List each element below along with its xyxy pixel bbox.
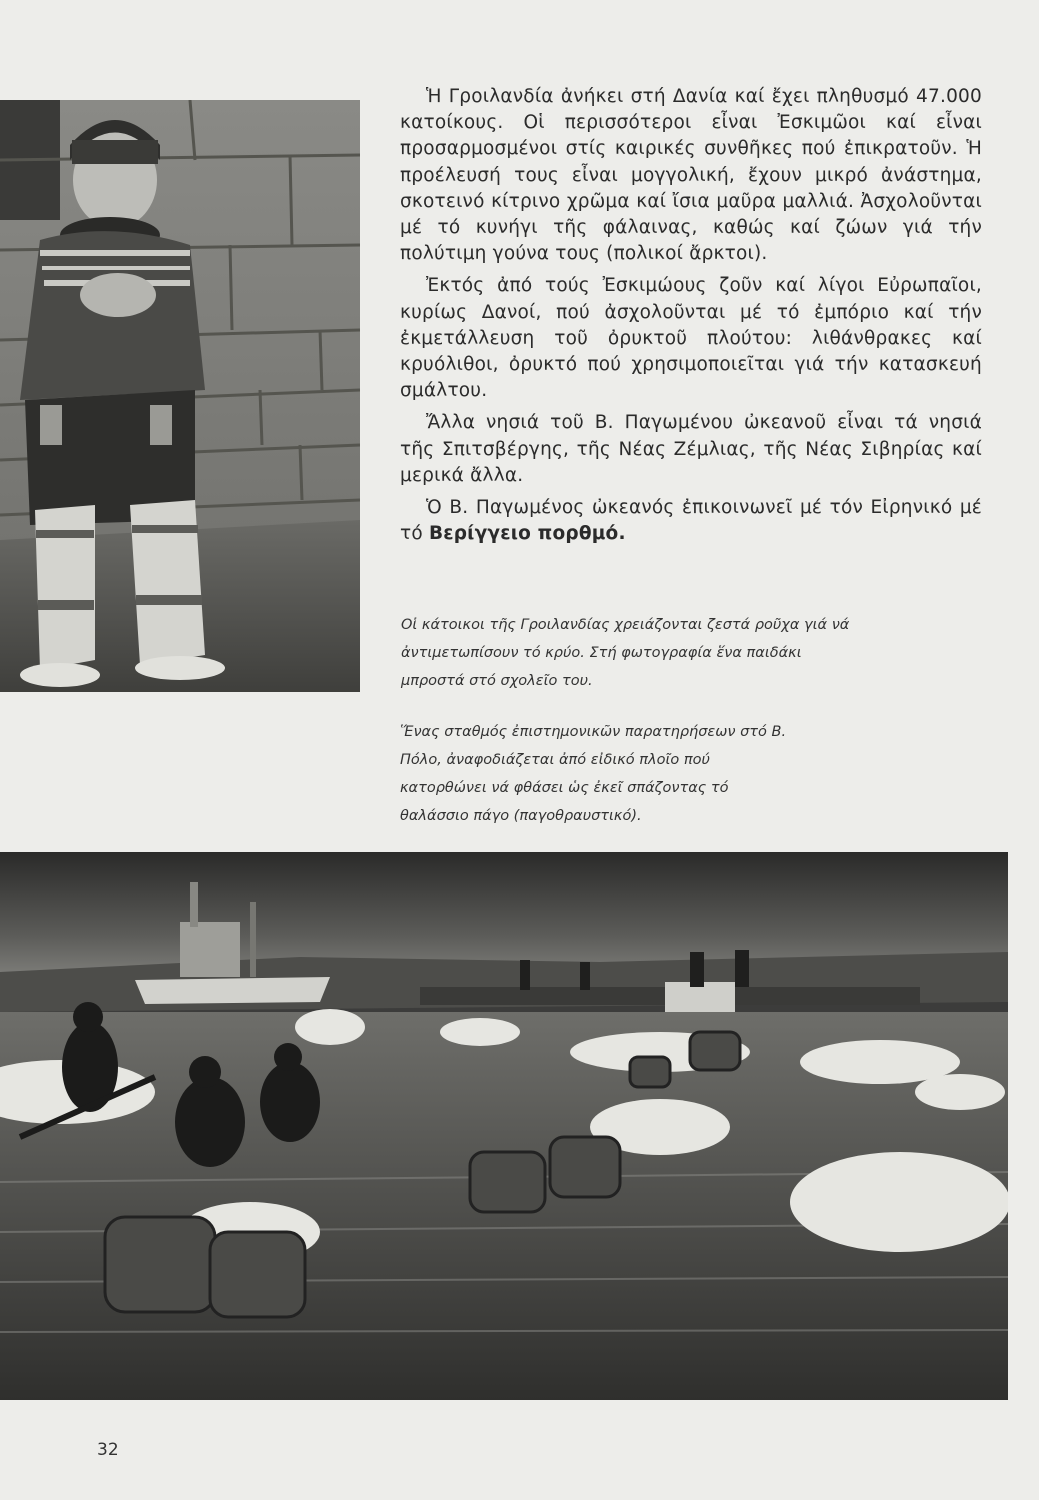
paragraph-other-islands: Ἄλλα νησιά τοῦ Β. Παγωμένου ὠκεανοῦ εἶναι τά νησιά τῆς Σπιτσβέργης, τῆς Νέας Ζέμλιας, τῆς Νέας Σιβηρίας καί μερικά ἄλλα.	[400, 412, 982, 486]
photo-icebreaker-harbor	[0, 852, 1008, 1400]
page-number: 32	[97, 1440, 119, 1460]
photo-child-greenland	[0, 100, 360, 692]
caption-station-photo: Ἕνας σταθμός ἐπιστημονικῶν παρατηρήσεων στό Β. Πόλο, ἀναφοδιάζεται ἀπό εἰδικό πλοῖο πού κατορθώνει νά φθάσει ὡς ἐκεῖ σπάζοντας τό θαλάσσιο πάγο (παγοθραυστικό).	[400, 724, 787, 824]
paragraph-europeans: Ἐκτός ἀπό τούς Ἐσκιμώους ζοῦν καί λίγοι Εὐρωπαῖοι, κυρίως Δανοί, πού ἀσχολοῦνται μέ τό ἐμπόριο καί τήν ἐκμετάλλευση τοῦ ὀρυκτοῦ πλούτου: λιθάνθρακες καί κρυόλιθοι, ὀρυκτό πού χρησιμοποιεῖται γιά τήν κατασκευή σμάλτου.	[400, 275, 982, 402]
paragraph-greenland-population: Ἡ Γροιλανδία ἀνήκει στή Δανία καί ἔχει πληθυσμό 47.000 κατοίκους. Οἱ περισσότεροι εἶναι Ἐσκιμῶοι καί εἶναι προσαρμοσμένοι στίς καιρικές συνθῆκες πού ἐπικρατοῦν. Ἡ προέλευσή τους εἶναι μογγολική, ἔχουν μικρό ἀνάστημα, σκοτεινό κίτρινο χρῶμα καί ἴσια μαῦρα μαλλιά. Ἀσχολοῦνται μέ τό κυνήγι τῆς φάλαινας, καθώς καί ζώων γιά τήν πολύτιμη γούνα τους (πολικοί ἄρκτοι).	[400, 86, 982, 265]
paragraph-bering-strait-text: Ὁ Β. Παγωμένος ὠκεανός ἐπικοινωνεῖ μέ τόν Εἰρηνικό μέ τό	[400, 497, 982, 545]
bering-strait-term: Βερίγγειο πορθμό.	[428, 523, 626, 545]
body-text	[400, 84, 982, 553]
caption-child-photo: Οἱ κάτοικοι τῆς Γροιλανδίας χρειάζονται ζεστά ροῦχα γιά νά ἀντιμετωπίσουν τό κρύο. Στή φωτογραφία ἕνα παιδάκι μπροστά στό σχολεῖο του.	[401, 617, 850, 689]
paragraph-bering-strait	[400, 495, 982, 547]
